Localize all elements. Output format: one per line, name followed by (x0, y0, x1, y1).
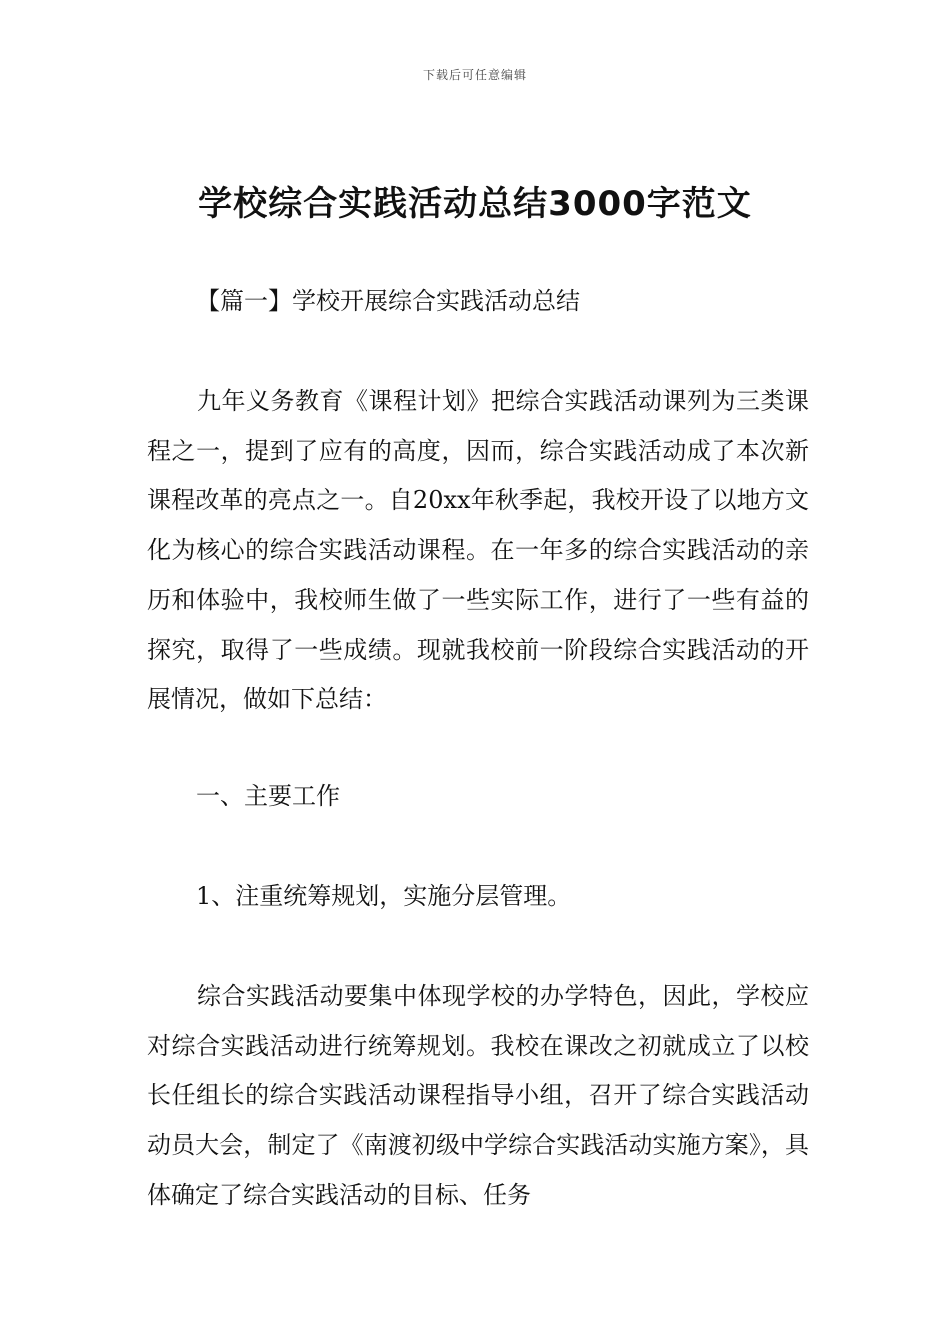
section-heading: 【篇一】学校开展综合实践活动总结 (196, 287, 580, 315)
subheading-main-work: 一、主要工作 (196, 782, 340, 810)
header-note: 下载后可任意编辑 (422, 68, 527, 82)
document-title: 学校综合实践活动总结3000字范文 (198, 184, 752, 224)
subheading-planning: 1、注重统筹规划，实施分层管理。 (196, 882, 572, 910)
body-paragraph-2: 综合实践活动要集中体现学校的办学特色，因此，学校应对综合实践活动进行统筹规划。我校在课改之初就成立了以校长任组长的综合实践活动课程指导小组，召开了综合实践活动动员大会，制定了《南渡初级中学综合实践活动实施方案》，具体确定了综合实践活动的目标、任务 (147, 982, 809, 1209)
body-paragraph-1: 九年义务教育《课程计划》把综合实践活动课列为三类课程之一，提到了应有的高度，因而，综合实践活动成了本次新课程改革的亮点之一。自20xx年秋季起，我校开设了以地方文化为核心的综合实践活动课程。在一年多的综合实践活动的亲历和体验中，我校师生做了一些实际工作，进行了一些有益的探究，取得了一些成绩。现就我校前一阶段综合实践活动的开展情况，做如下总结： (147, 387, 809, 714)
